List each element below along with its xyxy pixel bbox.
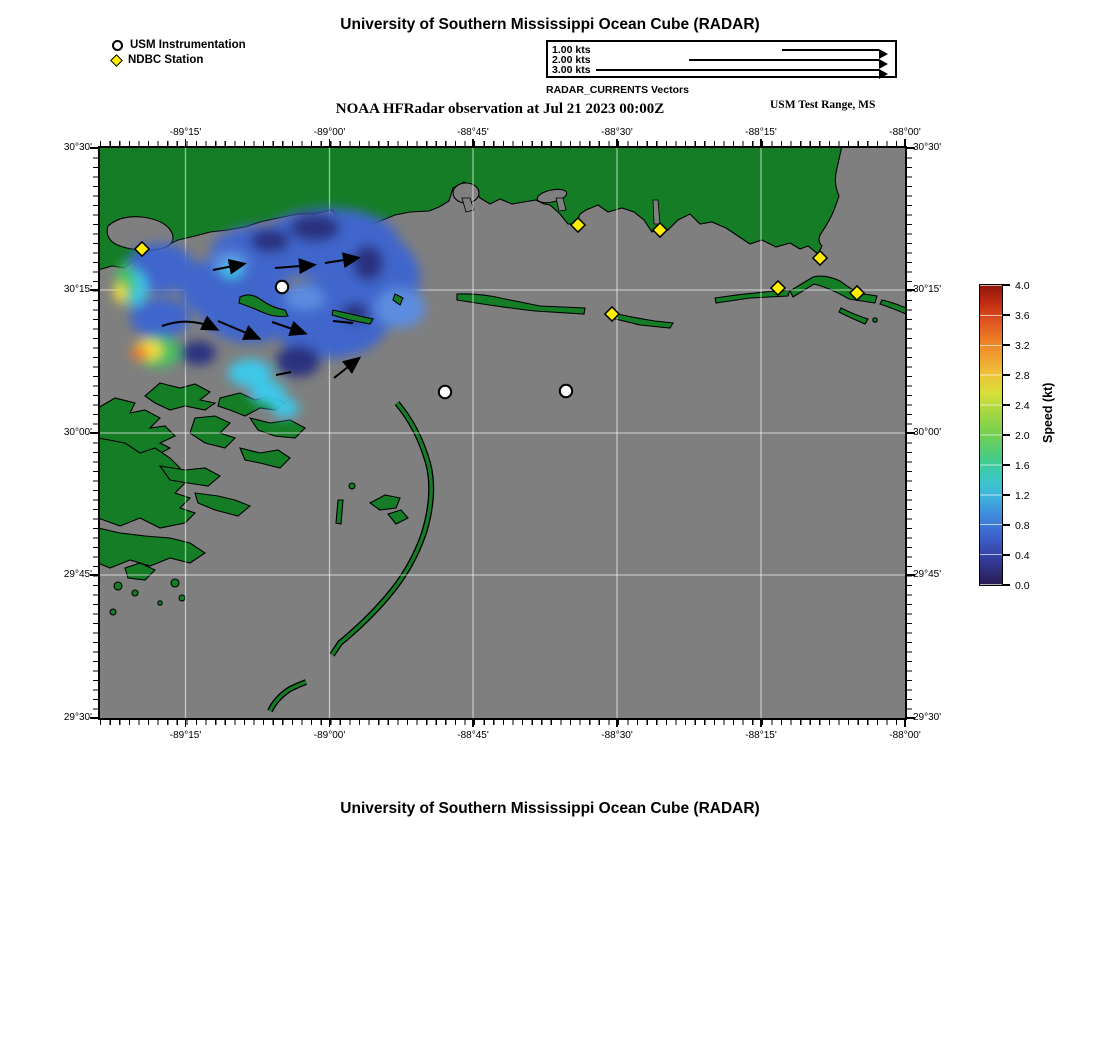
usm-instrumentation-marker (560, 385, 572, 397)
range-label: USM Test Range, MS (770, 99, 876, 111)
x-major-tick (329, 719, 331, 727)
x-axis-label-bottom: -88°15' (745, 730, 777, 741)
vector-arrow-line (689, 59, 879, 61)
colorbar-tick (1003, 554, 1010, 556)
map-svg (100, 148, 905, 718)
vector-scale-row (552, 45, 891, 55)
map-subtitle: NOAA HFRadar observation at Jul 21 2023 00:00Z (335, 101, 665, 117)
marsh-dot (179, 595, 185, 601)
colorbar-tick-label: 4.0 (1015, 280, 1030, 292)
top-axis-ticks (100, 141, 906, 146)
y-axis-label-left: 29°30' (63, 712, 92, 723)
vector-arrow-line (782, 49, 879, 51)
x-major-tick (616, 719, 618, 727)
vector-arrowhead-icon (879, 69, 888, 79)
colorbar-tick (1003, 494, 1010, 496)
x-axis-label-bottom: -89°15' (169, 730, 202, 741)
x-axis-label-top: -88°30' (601, 127, 633, 138)
legend-usm-label: USM Instrumentation (130, 39, 246, 51)
colorbar-tick (1003, 404, 1010, 406)
colorbar-label: Speed (kt) (1041, 382, 1055, 443)
colorbar-tick (1003, 344, 1010, 346)
islet (349, 483, 355, 489)
marsh-dot (110, 609, 116, 615)
colorbar-tick (1003, 524, 1010, 526)
x-axis-label-bottom: -88°30' (601, 730, 633, 741)
page-title-bottom: University of Southern Mississippi Ocean Cube (RADAR) (340, 800, 760, 817)
usm-circle-icon (112, 40, 123, 51)
x-axis-label-bottom: -88°00' (889, 730, 921, 741)
ndbc-diamond-icon (110, 54, 123, 67)
x-major-tick (760, 139, 762, 147)
vector-scale-label: 1.00 kts (552, 44, 591, 56)
speed-blob (114, 283, 126, 303)
y-axis-label-right: 29°45' (913, 569, 942, 580)
colorbar-tick-label: 1.2 (1015, 490, 1030, 502)
x-major-tick (616, 139, 618, 147)
x-major-tick (329, 139, 331, 147)
x-axis-label-bottom: -89°00' (313, 730, 346, 741)
colorbar-tick (1003, 434, 1010, 436)
y-axis-label-left: 30°00' (63, 427, 92, 438)
colorbar-tick-label: 2.4 (1015, 400, 1030, 412)
speed-blob (352, 245, 384, 281)
x-axis-label-bottom: -88°45' (457, 730, 489, 741)
colorbar-tick-label: 1.6 (1015, 460, 1030, 472)
legend-item-ndbc (112, 53, 203, 67)
x-major-tick (904, 719, 906, 727)
colorbar-tick-label: 2.0 (1015, 430, 1030, 442)
x-major-tick (472, 719, 474, 727)
x-axis-label-top: -89°15' (169, 127, 202, 138)
usm-instrumentation-marker (276, 281, 288, 293)
colorbar-tick-label: 0.8 (1015, 520, 1030, 532)
colorbar-tick-label: 3.2 (1015, 340, 1030, 352)
y-axis-label-left: 29°45' (63, 569, 92, 580)
x-axis-label-top: -88°15' (745, 127, 777, 138)
speed-blob (285, 286, 325, 310)
vector-scale-row (552, 65, 891, 75)
y-axis-label-right: 29°30' (913, 712, 942, 723)
speed-blob (290, 214, 340, 242)
speed-blob (180, 341, 216, 365)
legend-item-usm (112, 38, 246, 52)
colorbar-tick-label: 0.0 (1015, 580, 1030, 592)
colorbar-tick-label: 3.6 (1015, 310, 1030, 322)
page-title-top: University of Southern Mississippi Ocean Cube (RADAR) (340, 16, 760, 33)
vector-legend-caption: RADAR_CURRENTS Vectors (546, 84, 689, 96)
y-axis-label-right: 30°30' (913, 142, 942, 153)
x-axis-label-top: -88°00' (889, 127, 921, 138)
vector-scale-row (552, 55, 891, 65)
islet (873, 318, 877, 322)
vector-scale-label: 2.00 kts (552, 54, 591, 66)
colorbar-tick (1003, 374, 1010, 376)
x-major-tick (472, 139, 474, 147)
legend-ndbc-label: NDBC Station (128, 54, 204, 66)
x-major-tick (185, 139, 187, 147)
speed-blob (250, 229, 290, 253)
map-canvas[interactable] (100, 148, 905, 718)
vector-scale-legend (546, 40, 897, 78)
marsh-dot (158, 601, 162, 605)
speed-blob (276, 345, 320, 377)
y-axis-label-right: 30°15' (913, 284, 942, 295)
colorbar-tick (1003, 314, 1010, 316)
y-axis-label-left: 30°30' (63, 142, 92, 153)
x-axis-label-top: -88°45' (457, 127, 489, 138)
x-major-tick (185, 719, 187, 727)
x-axis-label-top: -89°00' (313, 127, 346, 138)
colorbar-tick (1003, 284, 1010, 286)
speed-blob (375, 288, 425, 328)
x-major-tick (760, 719, 762, 727)
colorbar-tick-label: 2.8 (1015, 370, 1030, 382)
colorbar-tick (1003, 464, 1010, 466)
speed-blob (271, 398, 299, 418)
colorbar-tick-label: 0.4 (1015, 550, 1030, 562)
marsh-dot (171, 579, 179, 587)
colorbar-tick (1003, 584, 1010, 586)
y-axis-label-left: 30°15' (63, 284, 92, 295)
vector-arrow-line (596, 69, 879, 71)
vector-scale-label: 3.00 kts (552, 64, 591, 76)
marsh-dot (132, 590, 138, 596)
x-major-tick (904, 139, 906, 147)
usm-instrumentation-marker (439, 386, 451, 398)
marsh-dot (114, 582, 122, 590)
speed-blob (131, 346, 149, 360)
bottom-axis-ticks (100, 720, 906, 725)
y-axis-label-right: 30°00' (913, 427, 942, 438)
